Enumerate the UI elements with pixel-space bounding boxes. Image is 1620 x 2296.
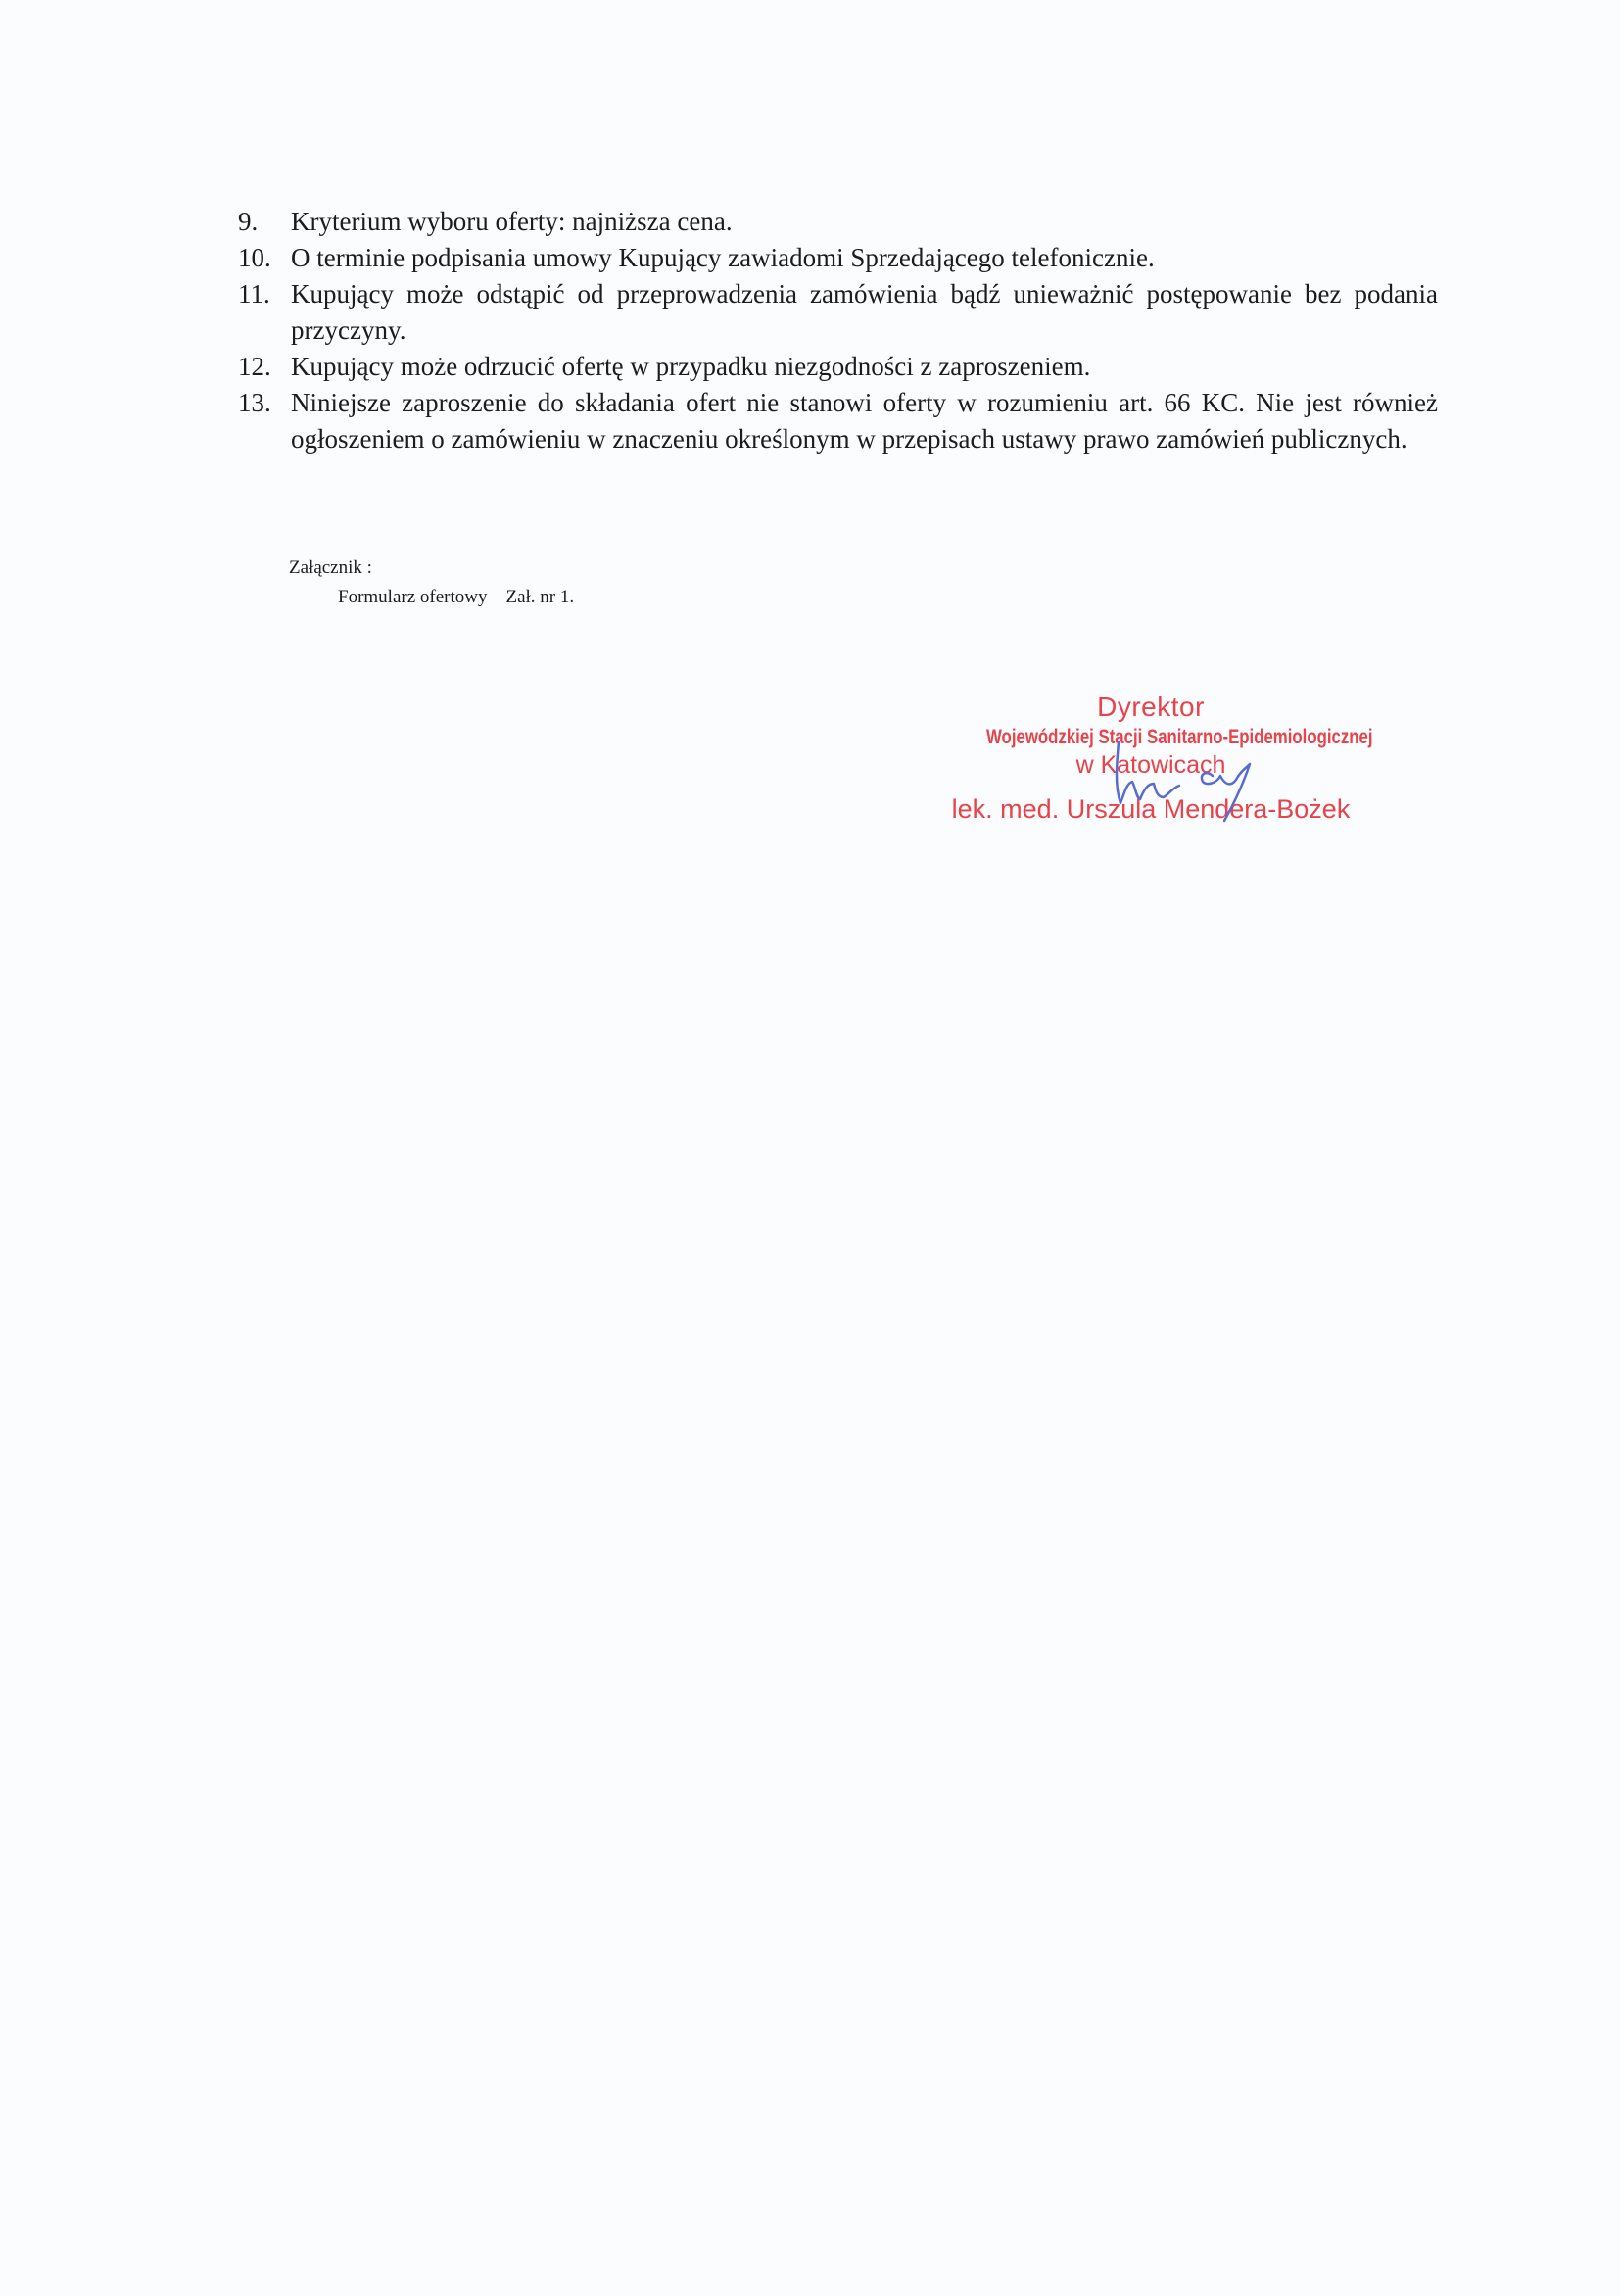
stamp-organization: Wojewódzkiej Stacji Sanitarno-Epidemiologicznej: [986, 726, 1373, 748]
list-item: [238, 385, 1438, 457]
item-text: Kupujący może odrzucić ofertę w przypadku niezgodności z zaproszeniem.: [291, 352, 1091, 381]
item-number: 10.: [238, 243, 271, 272]
handwritten-signature: [1097, 725, 1293, 833]
item-number: 11.: [238, 279, 270, 309]
stamp-city: w Katowicach: [1075, 751, 1226, 779]
stamp-name: lek. med. Urszula Mendera-Bożek: [951, 794, 1351, 824]
terms-list: [238, 204, 1438, 457]
item-text: Kryterium wyboru oferty: najniższa cena.: [291, 207, 733, 236]
list-item: [238, 204, 1438, 240]
item-text: O terminie podpisania umowy Kupujący zawiadomi Sprzedającego telefonicznie.: [291, 243, 1155, 272]
list-item: [238, 349, 1438, 385]
list-item: [238, 240, 1438, 276]
item-text: Niniejsze zaproszenie do składania ofert nie stanowi oferty w rozumieniu art. 66 KC. Nie jest również ogłoszeniem o zamówieniu w znaczeniu określonym w przepisach ustawy prawo zamówień publicznych.: [291, 388, 1438, 454]
attachment-item: Formularz ofertowy – Zał. nr 1.: [338, 587, 575, 607]
item-number: 12.: [238, 352, 271, 381]
item-text: Kupujący może odstąpić od przeprowadzenia zamówienia bądź unieważnić postępowanie bez podania przyczyny.: [291, 279, 1438, 345]
list-item: [238, 276, 1438, 349]
attachment-label: Załącznik :: [289, 557, 372, 578]
stamp-title: Dyrektor: [1097, 692, 1205, 722]
item-number: 9.: [238, 207, 259, 236]
attachment-section: [289, 553, 574, 612]
item-number: 13.: [238, 388, 271, 417]
